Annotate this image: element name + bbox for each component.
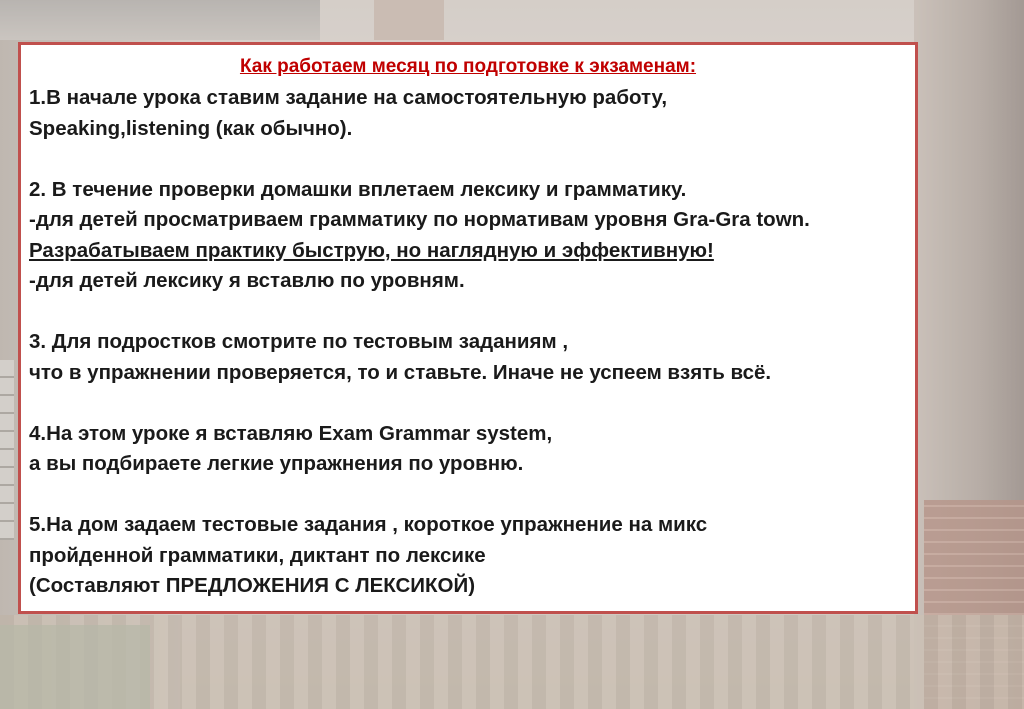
paragraph-gap <box>29 297 907 328</box>
paragraph-gap <box>29 480 907 511</box>
step-3-line-2: что в упражнении проверяется, то и ставьте. Иначе не успеем взять всё. <box>29 360 772 384</box>
step-2-line-2: -для детей просматриваем грамматику по нормативам уровня Gra-Gra town. <box>29 208 810 231</box>
step-5-line-2: пройденной грамматики, диктант по лексике <box>29 543 486 567</box>
step-5-line-1: 5.На дом задаем тестовые задания , короткое упражнение на микс <box>29 513 708 536</box>
step-1-line-2: Speaking,listening (как обычно). <box>29 116 353 140</box>
paragraph-gap <box>29 144 907 175</box>
step-2-line-1: 2. В течение проверки домашки вплетаем лексику и грамматику. <box>29 177 687 201</box>
slide-title: Как работаем месяц по подготовке к экзаменам: <box>239 56 697 77</box>
step-2-line-3-underlined: Разрабатываем практику быструю, но наглядную и эффективную! <box>29 238 714 262</box>
step-4-line-2: а вы подбираете легкие упражнения по уровню. <box>29 452 524 475</box>
step-1-line-1: 1.В начале урока ставим задание на самостоятельную работу, <box>29 86 668 109</box>
step-4-line-1: 4.На этом уроке я вставляю Exam Grammar system, <box>29 421 553 445</box>
step-5-line-3: (Составляют ПРЕДЛОЖЕНИЯ С ЛЕКСИКОЙ) <box>29 574 476 597</box>
slide-text-box <box>18 42 918 614</box>
step-2-line-4: -для детей лексику я вставлю по уровням. <box>29 269 465 292</box>
step-3-line-1: 3. Для подростков смотрите по тестовым заданиям , <box>29 330 569 353</box>
paragraph-gap <box>29 388 907 419</box>
